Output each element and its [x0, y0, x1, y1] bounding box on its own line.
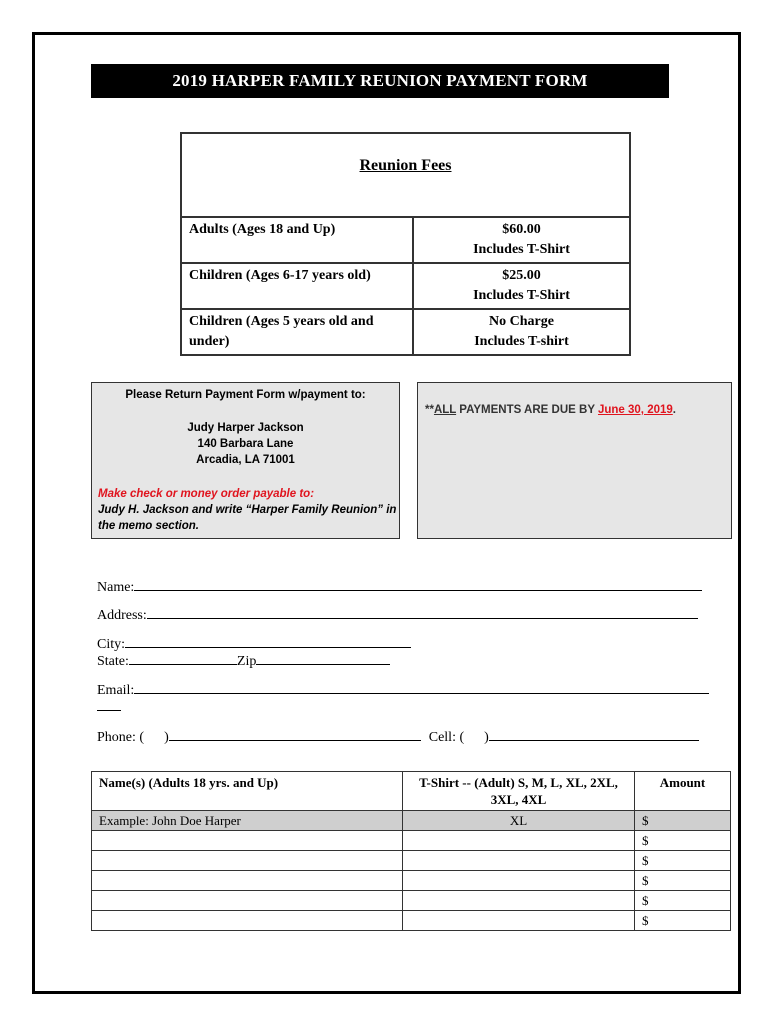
payable-instruction: Make check or money order payable to: [98, 488, 315, 500]
fee-price [413, 217, 630, 263]
city-field[interactable] [97, 635, 411, 653]
phone-label: Phone: ( [97, 730, 145, 745]
return-address-box [91, 382, 400, 539]
memo-instruction: Judy H. Jackson and write “Harper Family Reunion” in the memo section. [98, 504, 397, 532]
email-label: Email: [97, 683, 135, 698]
col-header-names: Name(s) (Adults 18 yrs. and Up) [92, 772, 403, 811]
return-street: 140 Barbara Lane [197, 438, 294, 450]
return-city: Arcadia, LA 71001 [196, 454, 295, 466]
zip-blank[interactable] [256, 652, 390, 665]
table-row[interactable] [92, 831, 731, 851]
col-header-amount: Amount [635, 772, 731, 811]
size-cell[interactable] [403, 831, 635, 851]
phone-field[interactable] [97, 728, 699, 746]
amount-cell[interactable]: $ [635, 911, 731, 931]
email-blank[interactable] [134, 681, 709, 694]
size-cell[interactable] [403, 911, 635, 931]
phone-blank[interactable] [169, 728, 421, 741]
city-label: City: [97, 637, 126, 652]
due-suffix: . [672, 404, 676, 416]
fee-row [181, 217, 630, 263]
fee-row [181, 309, 630, 355]
fee-amount: No Charge [489, 314, 554, 329]
amount-cell[interactable]: $ [635, 891, 731, 911]
size-cell[interactable] [403, 871, 635, 891]
tshirt-order-table [91, 771, 731, 931]
address-blank[interactable] [147, 606, 698, 619]
amount-cell[interactable]: $ [635, 851, 731, 871]
tshirt-table-header [92, 772, 731, 811]
email-blank-continued[interactable] [97, 698, 121, 711]
fee-price [413, 263, 630, 309]
table-row-example [92, 811, 731, 831]
name-cell[interactable] [92, 891, 403, 911]
fee-note: Includes T-shirt [474, 334, 569, 349]
return-name: Judy Harper Jackson [187, 422, 304, 434]
example-size: XL [403, 811, 635, 831]
col-header-tshirt: T-Shirt -- (Adult) S, M, L, XL, 2XL, 3XL, 4XL [403, 772, 635, 811]
cell-label: Cell: ( [428, 730, 465, 745]
name-cell[interactable] [92, 911, 403, 931]
fee-note: Includes T-Shirt [473, 288, 570, 303]
fee-label: Children (Ages 6-17 years old) [181, 263, 413, 309]
name-cell[interactable] [92, 851, 403, 871]
fee-row [181, 263, 630, 309]
state-blank[interactable] [129, 652, 237, 665]
cell-close: ) [484, 730, 489, 745]
name-field[interactable] [97, 578, 702, 596]
state-label: State: [97, 654, 129, 669]
example-name: Example: John Doe Harper [92, 811, 403, 831]
name-label: Name: [97, 580, 135, 595]
table-row[interactable] [92, 891, 731, 911]
name-cell[interactable] [92, 871, 403, 891]
fees-header-text: Reunion Fees [359, 156, 452, 174]
due-text: PAYMENTS ARE DUE BY [456, 404, 598, 416]
form-title: 2019 HARPER FAMILY REUNION PAYMENT FORM [91, 64, 669, 98]
city-blank[interactable] [125, 635, 411, 648]
size-cell[interactable] [403, 891, 635, 911]
name-cell[interactable] [92, 831, 403, 851]
due-prefix: ** [425, 404, 434, 416]
table-row[interactable] [92, 911, 731, 931]
fees-header [181, 133, 630, 217]
address-field[interactable] [97, 606, 698, 624]
zip-label: Zip [236, 654, 257, 669]
fee-amount: $60.00 [502, 222, 541, 237]
fee-price [413, 309, 630, 355]
email-continuation [97, 698, 121, 716]
address-label: Address: [97, 608, 147, 623]
table-row[interactable] [92, 851, 731, 871]
due-date-box [417, 382, 732, 539]
email-field[interactable] [97, 681, 709, 699]
fee-note: Includes T-Shirt [473, 242, 570, 257]
name-blank[interactable] [134, 578, 702, 591]
fee-label: Children (Ages 5 years old and under) [181, 309, 413, 355]
cell-blank[interactable] [489, 728, 699, 741]
phone-close: ) [164, 730, 169, 745]
due-date: June 30, 2019 [597, 404, 673, 416]
amount-cell[interactable]: $ [635, 831, 731, 851]
example-amount: $ [635, 811, 731, 831]
fee-amount: $25.00 [502, 268, 541, 283]
return-heading: Please Return Payment Form w/payment to: [125, 389, 366, 401]
due-all: ALL [433, 404, 457, 416]
table-row[interactable] [92, 871, 731, 891]
state-zip-field[interactable] [97, 652, 390, 670]
due-date-notice [425, 404, 676, 416]
fee-label: Adults (Ages 18 and Up) [181, 217, 413, 263]
reunion-fees-table [180, 132, 631, 356]
amount-cell[interactable]: $ [635, 871, 731, 891]
size-cell[interactable] [403, 851, 635, 871]
